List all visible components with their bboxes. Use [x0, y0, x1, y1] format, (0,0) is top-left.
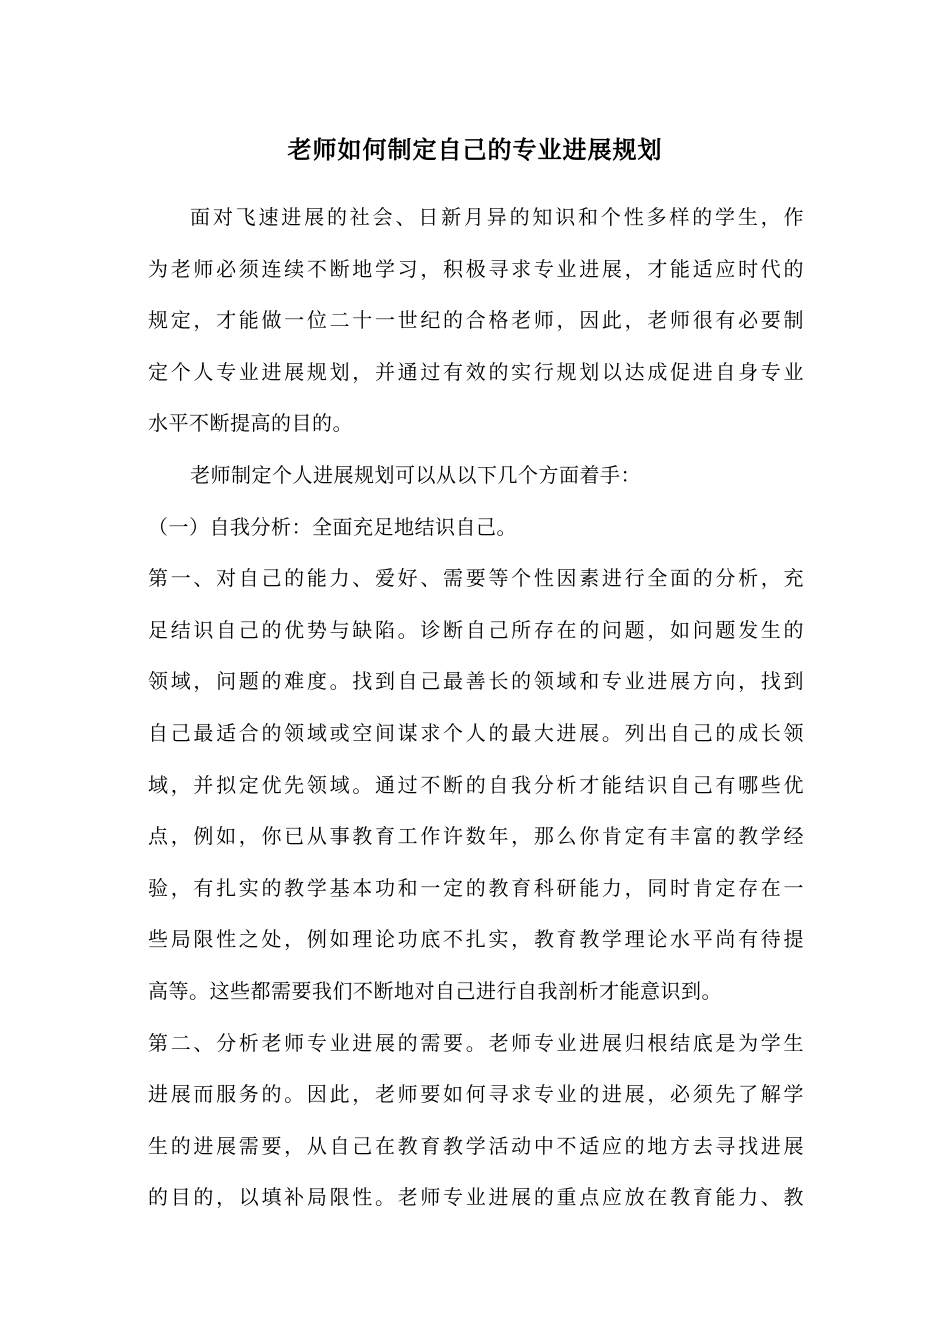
text-line: 验，有扎实的教学基本功和一定的教育科研能力，同时肯定存在一: [148, 875, 804, 900]
text-line: 老师制定个人进展规划可以从以下几个方面着手：: [190, 462, 641, 487]
text-line: 第二、分析老师专业进展的需要。老师专业进展归根结底是为学生: [148, 1030, 804, 1055]
document-body: [148, 192, 804, 1224]
text-line: 水平不断提高的目的。: [148, 411, 353, 436]
text-line: 第一、对自己的能力、爱好、需要等个性因素进行全面的分析，充: [148, 566, 804, 591]
text-line: 面对飞速进展的社会、日新月异的知识和个性多样的学生，作: [190, 205, 804, 229]
text-line: 高等。这些都需要我们不断地对自己进行自我剖析才能意识到。: [148, 978, 722, 1003]
text-line: 自己最适合的领域或空间谋求个人的最大进展。列出自己的成长领: [148, 720, 804, 745]
text-line: 生的进展需要，从自己在教育教学活动中不适应的地方去寻找进展: [148, 1133, 804, 1158]
text-line: 足结识自己的优势与缺陷。诊断自己所存在的问题，如问题发生的: [148, 617, 804, 642]
text-line: 领域，问题的难度。找到自己最善长的领域和专业进展方向，找到: [148, 669, 804, 694]
text-line: 域，并拟定优先领域。通过不断的自我分析才能结识自己有哪些优: [148, 772, 804, 797]
text-line: 点，例如，你已从事教育工作许数年，那么你肯定有丰富的教学经: [148, 824, 804, 849]
text-line: 为老师必须连续不断地学习，积极寻求专业进展，才能适应时代的: [148, 256, 804, 281]
document-title: 老师如何制定自己的专业进展规划: [287, 135, 663, 164]
text-line: 规定，才能做一位二十一世纪的合格老师，因此，老师很有必要制: [148, 308, 804, 333]
text-line: 定个人专业进展规划，并通过有效的实行规划以达成促进自身专业: [148, 359, 804, 384]
text-line: （一）自我分析：全面充足地结识自己。: [148, 514, 517, 539]
text-line: 的目的，以填补局限性。老师专业进展的重点应放在教育能力、教: [148, 1185, 804, 1210]
text-line: 进展而服务的。因此，老师要如何寻求专业的进展，必须先了解学: [148, 1082, 804, 1107]
text-line: 些局限性之处，例如理论功底不扎实，教育教学理论水平尚有待提: [148, 927, 804, 952]
